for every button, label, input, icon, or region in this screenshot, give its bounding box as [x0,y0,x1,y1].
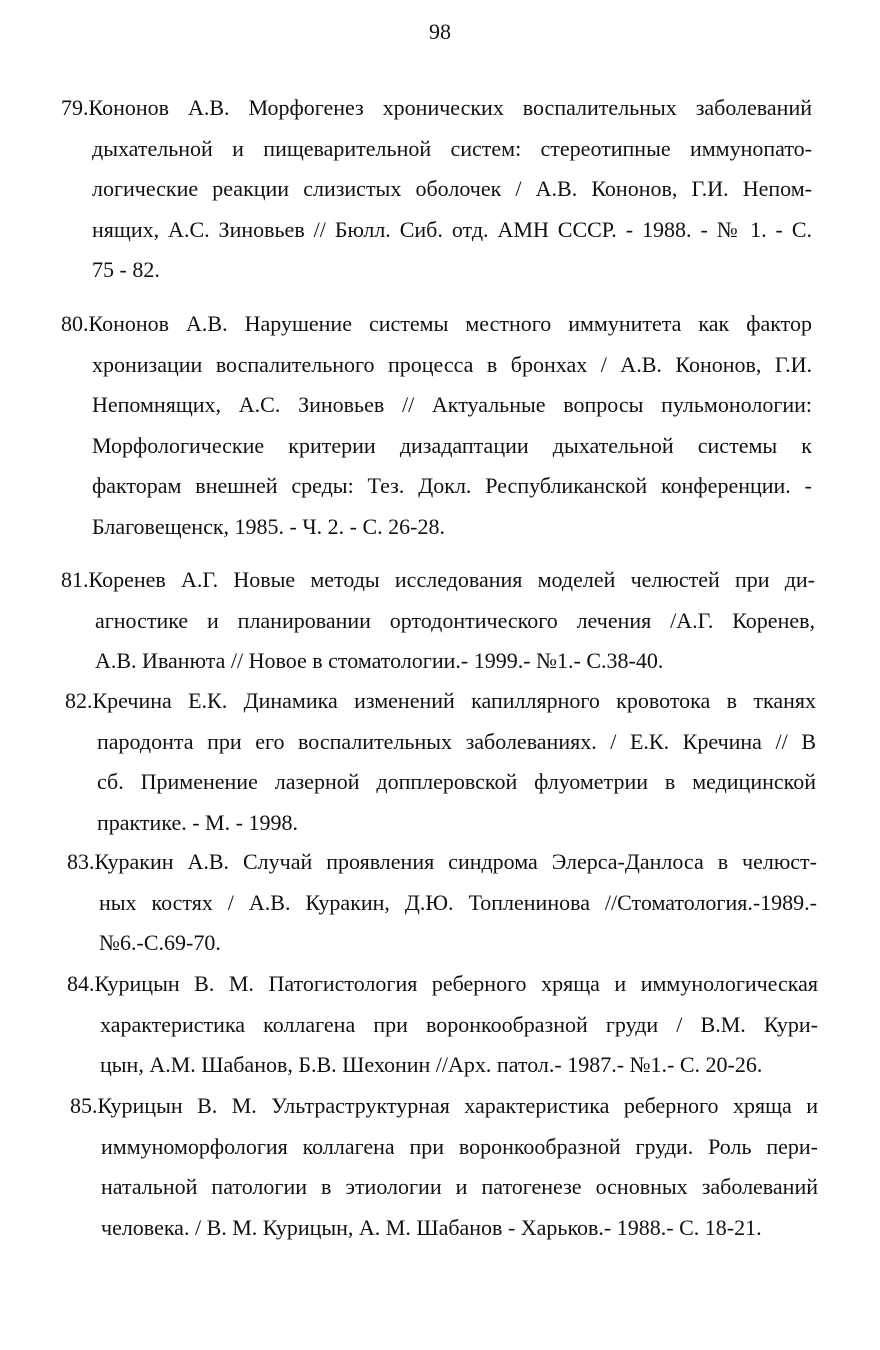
reference-line: человека. / В. М. Курицын, А. М. Шабанов - Харьков.- 1988.- С. 18-21. [101,1214,762,1240]
reference-line: нящих, А.С. Зиновьев // Бюлл. Сиб. отд. АМН СССР. - 1988. - № 1. - С. [92,216,812,242]
reference-line: пародонта при его воспалительных заболеваниях. / Е.К. Кречина // В [97,728,816,754]
reference-line: Непомнящих, А.С. Зиновьев // Актуальные вопросы пульмонологии: [92,392,812,417]
reference-line: агностике и планировании ортодонтического лечения /А.Г. Коренев, [95,607,815,633]
reference-line: Благовещенск, 1985. - Ч. 2. - С. 26-28. [92,513,445,539]
reference-line: цын, А.М. Шабанов, Б.В. Шехонин //Арх. патол.- 1987.- №1.- С. 20-26. [100,1052,763,1077]
reference-line: №6.-С.69-70. [99,930,221,955]
reference-line: иммуноморфология коллагена при воронкообразной груди. Роль пери- [101,1133,818,1159]
reference-line: 83.Куракин А.В. Случай проявления синдрома Элерса-Данлоса в челюст- [67,849,817,874]
reference-line: 80.Кононов А.В. Нарушение системы местного иммунитета как фактор [61,311,812,336]
reference-line: 79.Кононов А.В. Морфогенез хронических воспалительных заболеваний [61,95,812,120]
reference-line: характеристика коллагена при воронкообразной груди / В.М. Кури- [100,1011,818,1037]
reference-line: ных костях / А.В. Куракин, Д.Ю. Топленинова //Стоматология.-1989.- [99,889,817,915]
reference-line: Морфологические критерии дизадаптации дыхательной системы к [92,432,812,458]
reference-line: факторам внешней среды: Тез. Докл. Республиканской конференции. - [92,473,812,498]
reference-line: 84.Курицын В. М. Патогистология реберного хряща и иммунологическая [67,971,818,996]
reference-line: 85.Курицын В. М. Ультраструктурная характеристика реберного хряща и [70,1093,818,1118]
reference-line: дыхательной и пищеварительной систем: стереотипные иммунопато- [92,135,812,161]
reference-line: 82.Кречина Е.К. Динамика изменений капиллярного кровотока в тканях [65,688,816,713]
reference-line: логические реакции слизистых оболочек / А.В. Кононов, Г.И. Непом- [92,176,812,201]
reference-line: 81.Коренев А.Г. Новые методы исследования моделей челюстей при ди- [61,567,815,592]
reference-line: хронизации воспалительного процесса в бронхах / А.В. Кононов, Г.И. [92,351,812,377]
page-number: 98 [429,19,451,44]
reference-line: практике. - М. - 1998. [97,809,298,835]
reference-line: натальной патологии в этиологии и патогенезе основных заболеваний [101,1174,818,1199]
reference-line: сб. Применение лазерной допплеровской флуометрии в медицинской [97,769,816,794]
reference-line: А.В. Иванюта // Новое в стоматологии.- 1999.- №1.- С.38-40. [95,648,664,673]
reference-line: 75 - 82. [92,257,160,282]
